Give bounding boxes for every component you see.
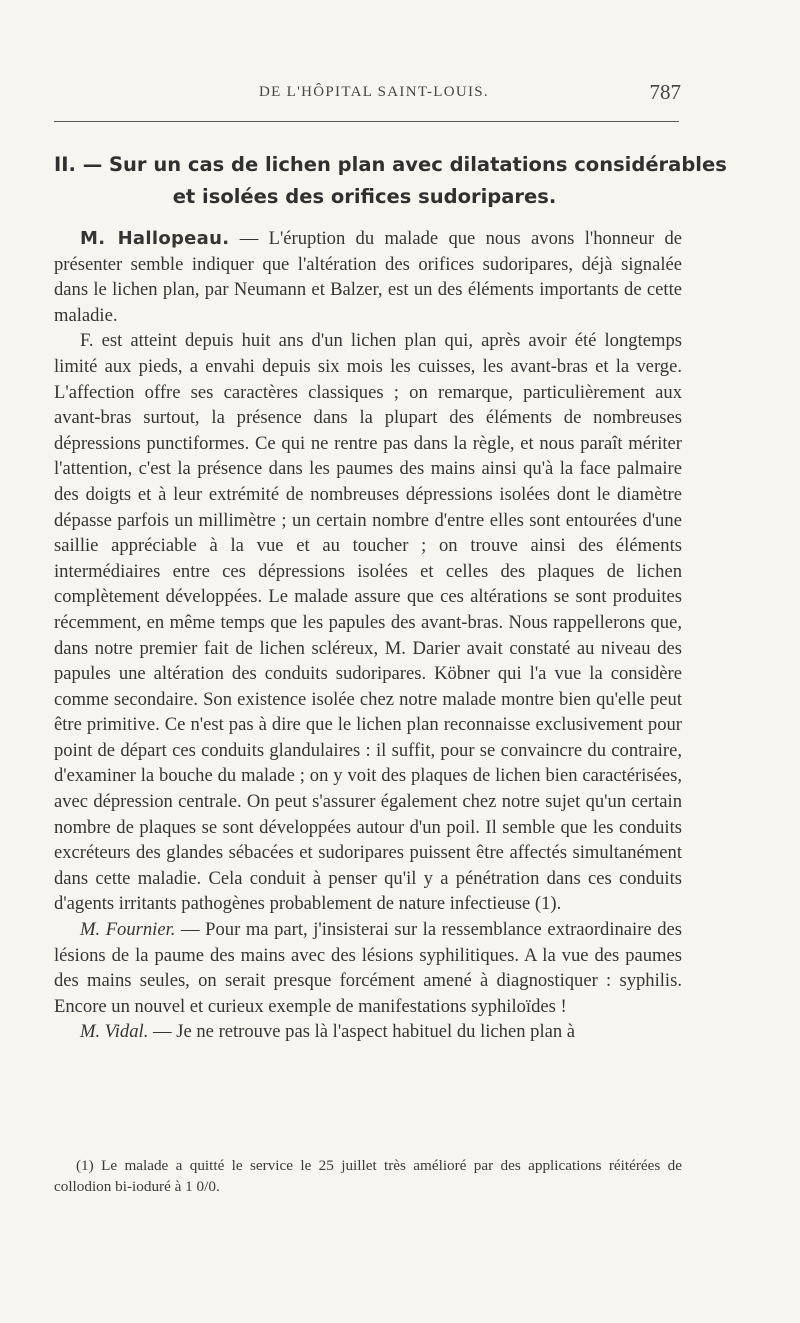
book-page: [54, 0, 727, 1323]
paragraph-text: F. est atteint depuis huit ans d'un lichen plan qui, après avoir été longtemps limité aux pieds, a envahi depuis six mois les cuisses, les avant-bras et la verge. L'affection offre ses caractères classiques ; on remarque, particulièrement aux avant-bras surtout, la présence dans la plupart des éléments de nombreuses dépressions punctiformes. Ce qui ne rentre pas dans la règle, et nous paraît mériter l'attention, c'est la présence dans les paumes des mains ainsi qu'à la face palmaire des doigts et à leur extrémité de nombreuses dépressions isolées dont le diamètre dépasse parfois un millimètre ; un certain nombre d'entre elles sont entourées d'une saillie appréciable à la vue et au toucher ; on trouve ainsi des éléments intermédiaires entre ces dépressions isolées et celles des plaques de lichen complètement développées. Le malade assure que ces altérations se sont produites récemment, en même temps que les papules des avant-bras. Nous rappellerons que, dans notre premier fait de lichen scléreux, M. Darier avait constaté au niveau des papules une altération des conduits sudoripares. Köbner qui l'a vue la considère comme secondaire. Son existence isolée chez notre malade montre bien qu'elle peut être primitive. Ce n'est pas à dire que le lichen plan reconnaisse exclusivement pour point de départ ces conduits glandulaires : il suffit, pour se convaincre du contraire, d'examiner la bouche du malade ; on y voit des plaques de lichen bien caractérisées, avec dépression centrale. On peut s'assurer également chez notre sujet qu'un certain nombre de plaques se sont développées autour d'un poil. Il semble que les conduits excréteurs des glandes sébacées et sudoripares puissent être affectés simultanément dans cette maladie. Cela conduit à penser qu'il y a pénétration dans ces conduits d'agents irritants pathogènes probablement de nature infectieuse (1).: [54, 330, 682, 915]
section-title: [54, 149, 727, 213]
speaker-name: M. Fournier.: [80, 919, 176, 941]
section-title-line-1: II. — Sur un cas de lichen plan avec dilatations considérables: [54, 153, 727, 176]
paragraph-vidal: [54, 1019, 682, 1045]
speaker-name: M. Hallopeau.: [80, 228, 230, 249]
paragraph-fournier: [54, 917, 682, 1019]
section-title-line-2: et isolées des orifices sudoripares.: [172, 185, 557, 208]
paragraph-text: — Pour ma part, j'insisterai sur la ressemblance extraordinaire des lésions de la paume des mains avec des lésions syphilitiques. A la vue des paumes des mains seules, on serait presque forcément amené à diagnostiquer : syphilis. Encore un nouvel et curieux exemple de manifestations syphiloïdes !: [54, 919, 682, 1017]
running-head: [54, 80, 685, 106]
body-text: [54, 226, 682, 1045]
footnote: (1) Le malade a quitté le service le 25 juillet très amélioré par des applications réitérées de collodion bi-ioduré à 1 0/0.: [54, 1157, 682, 1195]
paragraph-text: — Je ne retrouve pas là l'aspect habituel du lichen plan à: [148, 1021, 576, 1043]
paragraph-case: [54, 328, 682, 917]
paragraph-text: — L'éruption du malade que nous avons l'honneur de présenter semble indiquer que l'altération des orifices sudoripares, déjà signalée dans le lichen plan, par Neumann et Balzer, est un des éléments importants de cette maladie.: [54, 228, 682, 326]
page-number: 787: [649, 80, 681, 104]
header-rule: [54, 121, 679, 122]
speaker-name: M. Vidal.: [80, 1021, 149, 1043]
running-title: DE L'HÔPITAL SAINT-LOUIS.: [259, 84, 489, 100]
paragraph-hallopeau: [54, 226, 682, 328]
